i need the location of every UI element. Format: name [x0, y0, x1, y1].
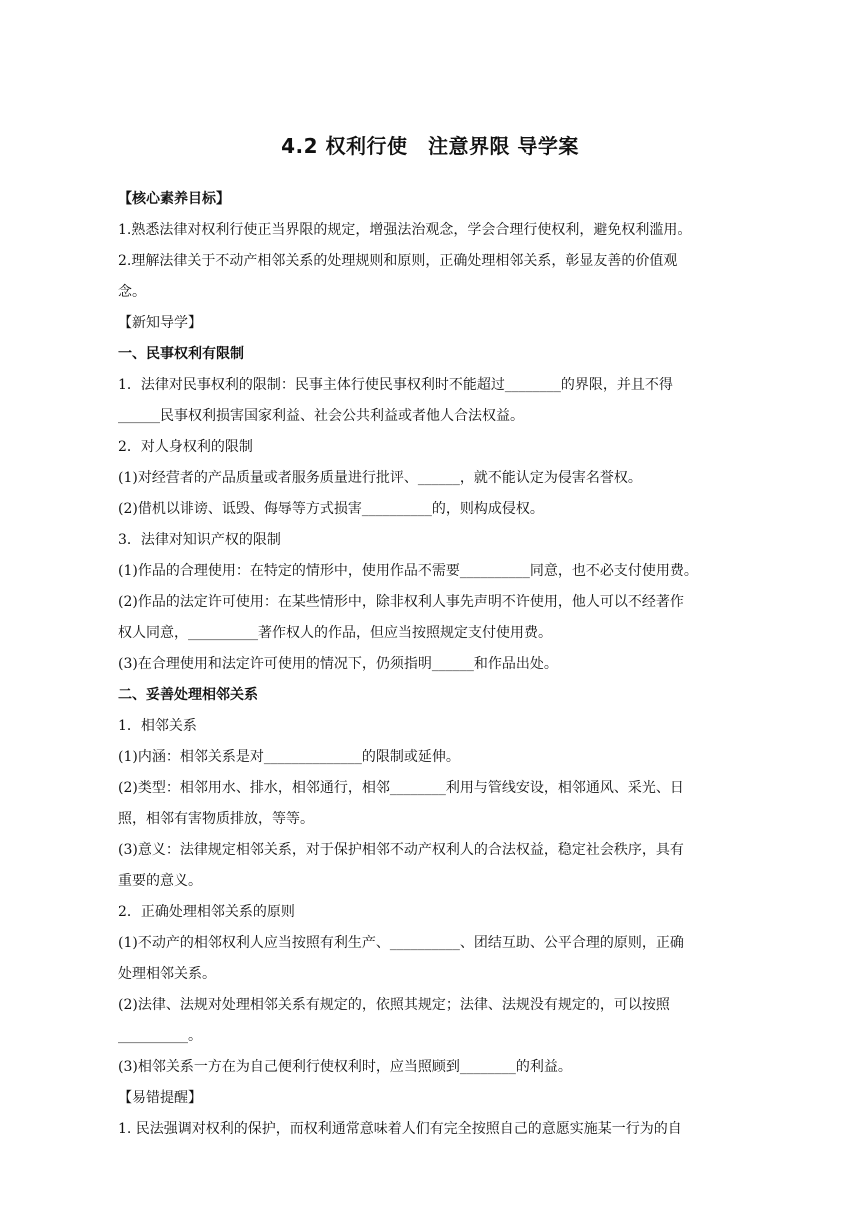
paragraph-line: (2)作品的法定许可使用：在某些情形中，除非权利人事先声明不许使用，他人可以不经著作	[118, 594, 684, 610]
paragraph-line: 处理相邻关系。	[118, 966, 216, 982]
paragraph-line: ______民事权利损害国家利益、社会公共利益或者他人合法权益。	[118, 408, 524, 424]
heading-civil-rights-limits: 一、民事权利有限制	[118, 346, 244, 362]
paragraph-line: (2)借机以诽谤、诋毁、侮辱等方式损害__________的，则构成侵权。	[118, 501, 544, 517]
section-heading-error-reminder: 【易错提醒】	[118, 1090, 202, 1106]
paragraph-line: (2)法律、法规对处理相邻关系有规定的，依照其规定；法律、法规没有规定的，可以按照	[118, 997, 670, 1013]
paragraph-line: (1)内涵：相邻关系是对______________的限制或延伸。	[118, 749, 460, 765]
paragraph-line: 重要的意义。	[118, 873, 202, 889]
section-heading-core-goals: 【核心素养目标】	[118, 191, 230, 207]
goal-item-2: 2.理解法律关于不动产相邻关系的处理规则和原则，正确处理相邻关系，彰显友善的价值观	[118, 253, 678, 269]
document-title: 4.2 权利行使 注意界限 导学案	[281, 134, 579, 158]
subheading-neighbor-relations: 1．相邻关系	[118, 718, 197, 734]
paragraph-line: (1)对经营者的产品质量或者服务质量进行批评、______，就不能认定为侵害名誉权。	[118, 470, 642, 486]
paragraph-line: 1. 民法强调对权利的保护，而权利通常意味着人们有完全按照自己的意愿实施某一行为的自	[118, 1121, 682, 1137]
heading-neighbor-relations: 二、妥善处理相邻关系	[118, 687, 258, 703]
paragraph-line: (3)意义：法律规定相邻关系，对于保护相邻不动产权利人的合法权益，稳定社会秩序，具有	[118, 842, 684, 858]
document-body	[118, 184, 742, 1145]
goal-item-1: 1.熟悉法律对权利行使正当界限的规定，增强法治观念，学会合理行使权利，避免权利滥用。	[118, 222, 692, 238]
paragraph-line: __________。	[118, 1028, 202, 1044]
section-heading-new-knowledge: 【新知导学】	[118, 315, 202, 331]
subheading-ip-rights: 3．法律对知识产权的限制	[118, 532, 281, 548]
subheading-personal-rights: 2．对人身权利的限制	[118, 439, 253, 455]
paragraph-line: (3)相邻关系一方在为自己便利行使权利时，应当照顾到________的利益。	[118, 1059, 572, 1075]
paragraph-line: 权人同意，__________著作权人的作品，但应当按照规定支付使用费。	[118, 625, 552, 641]
paragraph-line: (1)作品的合理使用：在特定的情形中，使用作品不需要__________同意，也不必支付使用费。	[118, 563, 698, 579]
paragraph-line: (2)类型：相邻用水、排水，相邻通行，相邻________利用与管线安设，相邻通风、采光、日	[118, 780, 684, 796]
subheading-principles: 2．正确处理相邻关系的原则	[118, 904, 295, 920]
paragraph-line: (3)在合理使用和法定许可使用的情况下，仍须指明______和作品出处。	[118, 656, 558, 672]
paragraph-line: 1．法律对民事权利的限制：民事主体行使民事权利时不能超过________的界限，并且不得	[118, 377, 673, 393]
goal-item-2-cont: 念。	[118, 284, 146, 300]
paragraph-line: (1)不动产的相邻权利人应当按照有利生产、__________、团结互助、公平合理的原则，正确	[118, 935, 684, 951]
paragraph-line: 照，相邻有害物质排放，等等。	[118, 811, 314, 827]
